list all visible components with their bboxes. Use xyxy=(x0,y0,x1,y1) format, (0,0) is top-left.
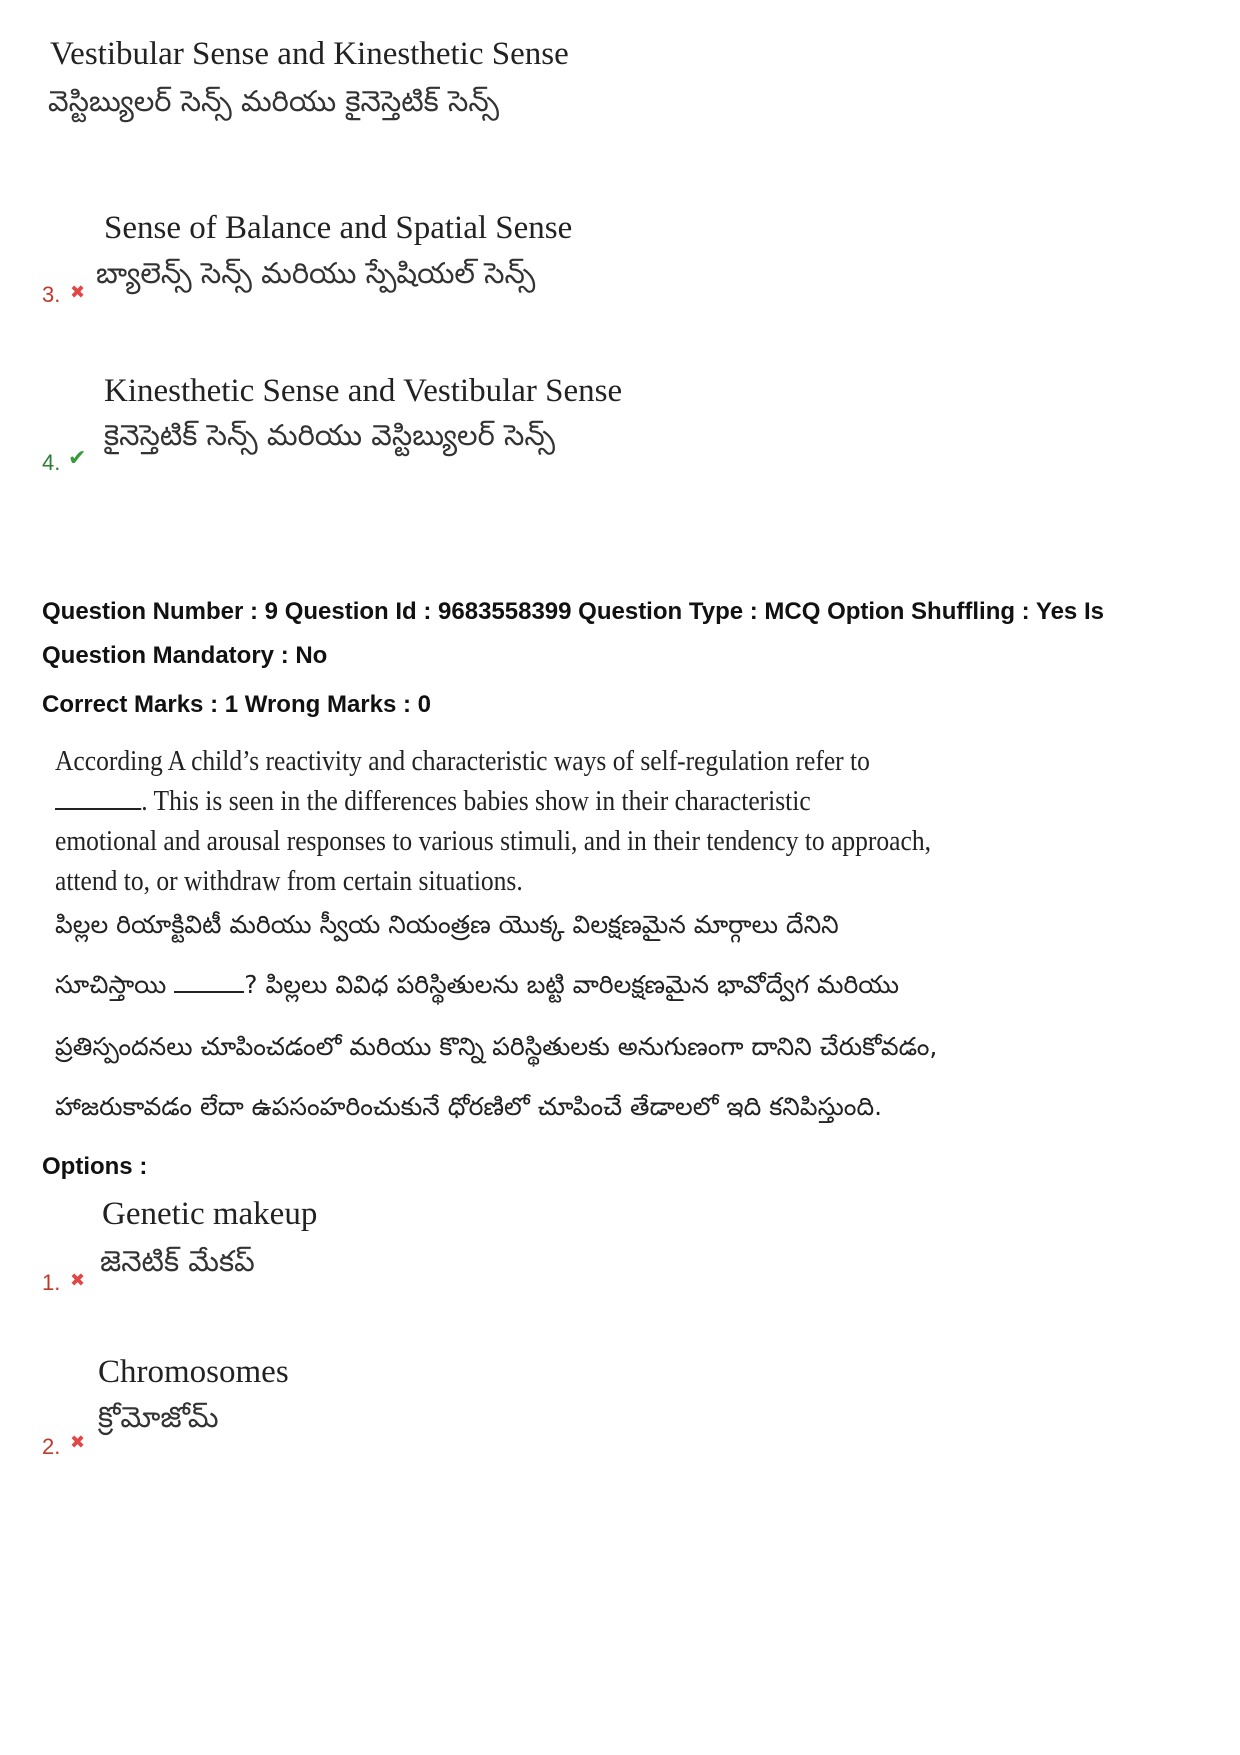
options-label: Options : xyxy=(42,1153,148,1180)
question-meta-line: Question Number : 9 Question Id : 9683558399 Question Type : MCQ Option Shuffling : Yes Is xyxy=(42,598,1104,625)
question-text-fragment: ? పిల్లలు వివిధ పరిస్థితులను బట్టి వారిలక్షణమైన భావోద్వేగ మరియు xyxy=(244,970,900,999)
question-text-telugu-line: హాజరుకావడం లేదా ఉపసంహరించుకునే ధోరణిలో చూపించే తేడాలలో ఇది కనిపిస్తుంది. xyxy=(55,1092,883,1121)
question-text-line: According A child’s reactivity and characteristic ways of self-regulation refer to xyxy=(55,745,870,777)
option-2-telugu: క్రోమోజోమ్ xyxy=(98,1400,219,1434)
question-text-telugu-line: ప్రతిస్పందనలు చూపించడంలో మరియు కొన్ని పరిస్థితులకు అనుగుణంగా దానిని చేరుకోవడం, xyxy=(55,1032,938,1061)
question-mandatory-line: Question Mandatory : No xyxy=(42,642,328,669)
question-text-telugu-line xyxy=(55,970,899,1006)
question-text-line: attend to, or withdraw from certain situations. xyxy=(55,865,523,897)
question-text-fragment: సూచిస్తాయి xyxy=(55,970,167,999)
prev-option-3-english: Sense of Balance and Spatial Sense xyxy=(104,210,573,246)
option-2-english: Chromosomes xyxy=(98,1354,289,1390)
question-text-line xyxy=(55,785,811,818)
question-text-line: emotional and arousal responses to various stimuli, and in their tendency to approach, xyxy=(55,825,931,857)
option-number: 3. xyxy=(42,282,61,307)
option-number: 1. xyxy=(42,1270,61,1295)
correct-mark-icon: ✔ xyxy=(68,446,87,471)
option-1-telugu: జెనెటిక్ మేకప్ xyxy=(100,1244,255,1278)
prev-option-4-english: Kinesthetic Sense and Vestibular Sense xyxy=(104,373,623,409)
prev-option-4-telugu: కైనెస్తెటిక్ సెన్స్ మరియు వెస్టిబ్యులర్ సెన్స్ xyxy=(104,418,556,452)
answer-blank xyxy=(55,808,141,810)
question-text-telugu-line: పిల్లల రియాక్టివిటీ మరియు స్వీయ నియంత్రణ యొక్క విలక్షణమైన మార్గాలు దేనిని xyxy=(55,910,839,939)
answer-blank xyxy=(174,991,244,993)
wrong-mark-icon: ✖ xyxy=(70,282,86,303)
option-number: 4. xyxy=(42,450,61,475)
option-number: 2. xyxy=(42,1434,61,1459)
wrong-mark-icon: ✖ xyxy=(70,1270,86,1291)
prev-option-text-english: Vestibular Sense and Kinesthetic Sense xyxy=(50,36,569,72)
option-1-english: Genetic makeup xyxy=(102,1196,318,1232)
prev-option-3-telugu: బ్యాలెన్స్ సెన్స్ మరియు స్పేషియల్ సెన్స్ xyxy=(96,256,536,290)
prev-option-text-telugu: వెస్టిబ్యులర్ సెన్స్ మరియు కైనెస్తెటిక్ సెన్స్ xyxy=(48,84,500,118)
question-text-fragment: . This is seen in the differences babies show in their characteristic xyxy=(141,785,811,817)
marks-line: Correct Marks : 1 Wrong Marks : 0 xyxy=(42,691,432,718)
wrong-mark-icon: ✖ xyxy=(70,1432,86,1453)
